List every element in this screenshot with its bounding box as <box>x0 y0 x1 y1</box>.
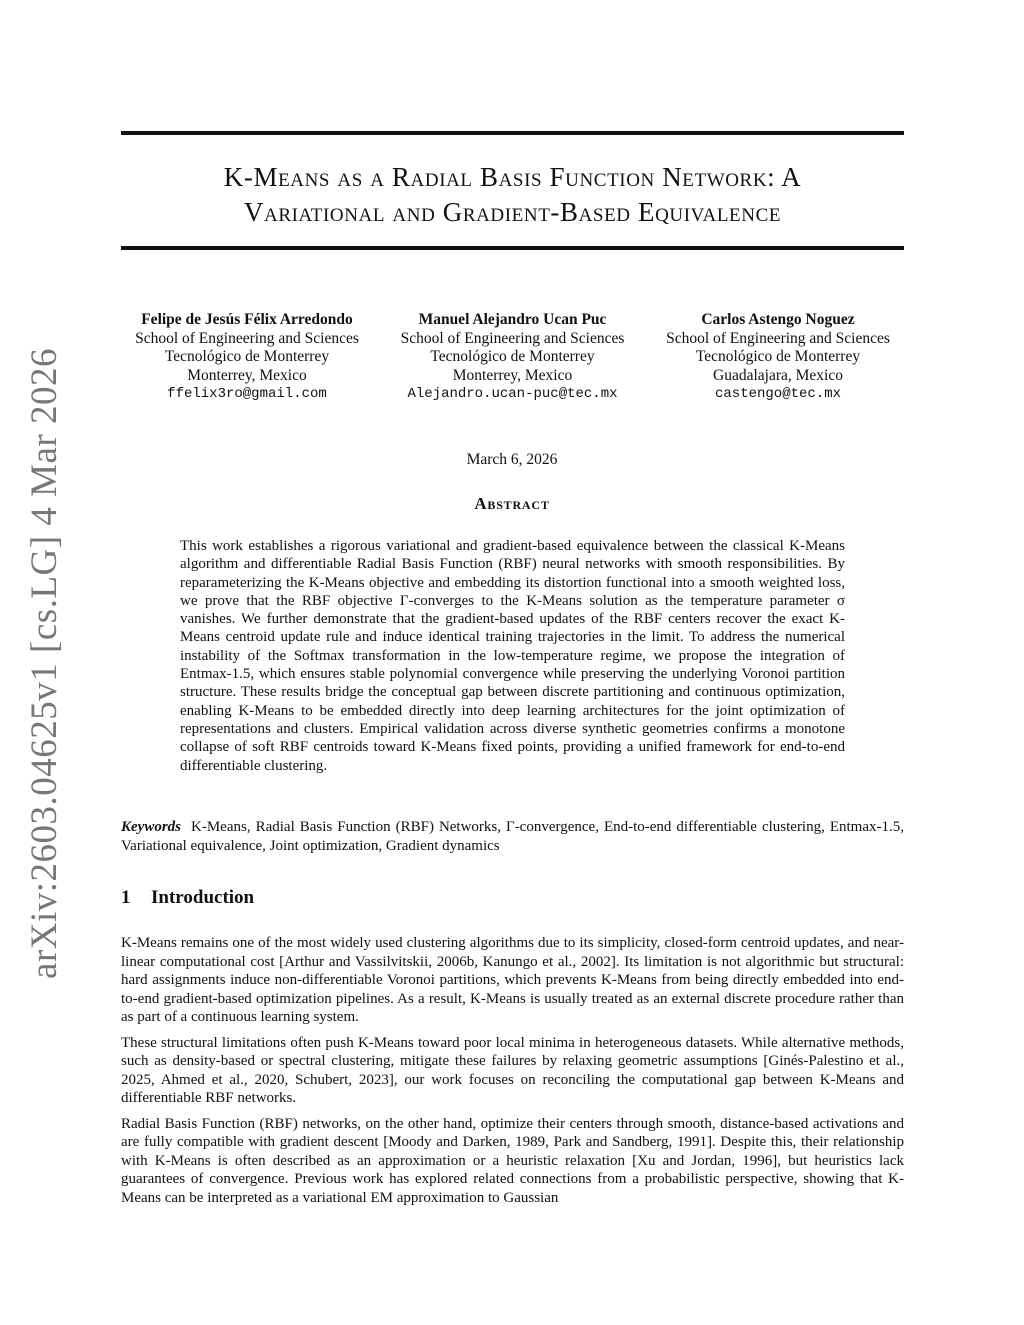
keywords-text: K-Means, Radial Basis Function (RBF) Networks, Γ-convergence, End-to-end differentiable clustering, Entmax-1.5, Variational equivalence, Joint optimization, Gradient dynamics <box>121 819 905 854</box>
author-email[interactable]: ffelix3ro@gmail.com <box>167 386 327 402</box>
author-block-3 <box>652 311 904 404</box>
author-location: Guadalajara, Mexico <box>713 366 843 384</box>
publication-date: March 6, 2026 <box>466 451 558 468</box>
title-bottom-rule <box>121 246 904 250</box>
author-institution: Tecnológico de Monterrey <box>695 348 861 365</box>
keywords-section <box>121 818 904 855</box>
author-email[interactable]: Alejandro.ucan-puc@tec.mx <box>407 386 618 402</box>
author-name: Felipe de Jesús Félix Arredondo <box>141 311 353 328</box>
abstract-heading: Abstract <box>474 494 550 513</box>
paragraph: K-Means remains one of the most widely used clustering algorithms due to its simplicity, closed-form centroid updates, and near-linear computational cost [Arthur and Vassilvitskii, 2006b, Kanungo et al., 2002]. Its limitation is not algorithmic but structural: hard assignments induce non-differentiable Voronoi partitions, which prevents K-Means from being directly embedded into end-to-end gradient-based optimization pipelines. As a result, K-Means is usually treated as an external discrete procedure rather than as part of a continuous learning system. <box>121 935 904 1025</box>
paragraph: These structural limitations often push K-Means toward poor local minima in heterogeneous datasets. While alternative methods, such as density-based or spectral clustering, mitigate these failures by relaxing geometric assumptions [Ginés-Palestino et al., 2025, Ahmed et al., 2020, Schubert, 2023], our work focuses on reconciling the computational gap between K-Means and differentiable RBF networks. <box>121 1034 904 1106</box>
author-location: Monterrey, Mexico <box>452 366 573 384</box>
arxiv-identifier: arXiv:2603.04625v1 [cs.LG] 4 Mar 2026 <box>23 347 65 979</box>
abstract-body: This work establishes a rigorous variational and gradient-based equivalence between the classical K-Means algorithm and differentiable Radial Basis Function (RBF) neural networks with smooth responsibilities. By reparameterizing the K-Means objective and embedding its distortion functional into a smooth weighted loss, we prove that the RBF objective Γ-converges to the K-Means solution as the temperature parameter σ vanishes. We further demonstrate that the gradient-based updates of the RBF centers recover the exact K-Means centroid update rule and induce identical training trajectories in the limit. To address the numerical instability of the Softmax transformation in the low-temperature regime, we propose the integration of Entmax-1.5, which ensures stable polynomial convergence while preserving the underlying Voronoi partition structure. These results bridge the conceptual gap between discrete partitioning and continuous optimization, enabling K-Means to be embedded directly into deep learning architectures for the joint optimization of representations and clusters. Empirical validation across diverse synthetic geometries confirms a monotone collapse of soft RBF centroids toward K-Means fixed points, providing a unified framework for end-to-end differentiable clustering. <box>180 538 845 774</box>
title-line-1: K-Means as a Radial Basis Function Network: A <box>223 162 802 192</box>
paragraph: Radial Basis Function (RBF) networks, on the other hand, optimize their centers through smooth, distance-based activations and are fully compatible with gradient descent [Moody and Darken, 1989, Park and Sandberg, 1991]. Despite this, their relationship with K-Means is often described as an approximation or a heuristic relaxation [Xu and Jordan, 1996], but heuristics lack guarantees of convergence. Previous work has explored related connections from a probabilistic perspective, showing that K-Means can be interpreted as a variational EM approximation to Gaussian <box>121 1115 904 1206</box>
title-line-2: Variational and Gradient-Based Equivalence <box>243 197 782 227</box>
author-list <box>121 311 904 404</box>
section-title: Introduction <box>151 887 255 908</box>
title-top-rule <box>121 131 904 135</box>
author-school: School of Engineering and Sciences <box>666 329 890 347</box>
author-institution: Tecnológico de Monterrey <box>164 348 330 365</box>
introduction-body <box>121 934 904 1214</box>
author-block-1 <box>121 311 373 404</box>
author-school: School of Engineering and Sciences <box>400 329 625 347</box>
author-block-2 <box>387 311 639 404</box>
section-number: 1 <box>121 887 131 908</box>
keywords-label: Keywords <box>121 819 181 835</box>
author-name: Manuel Alejandro Ucan Puc <box>418 311 607 328</box>
author-name: Carlos Astengo Noguez <box>701 311 855 328</box>
author-school: School of Engineering and Sciences <box>135 329 359 347</box>
author-location: Monterrey, Mexico <box>187 366 307 384</box>
paper-title <box>121 160 904 230</box>
author-institution: Tecnológico de Monterrey <box>430 348 595 365</box>
author-email[interactable]: castengo@tec.mx <box>714 386 842 402</box>
section-heading-introduction <box>121 887 254 909</box>
